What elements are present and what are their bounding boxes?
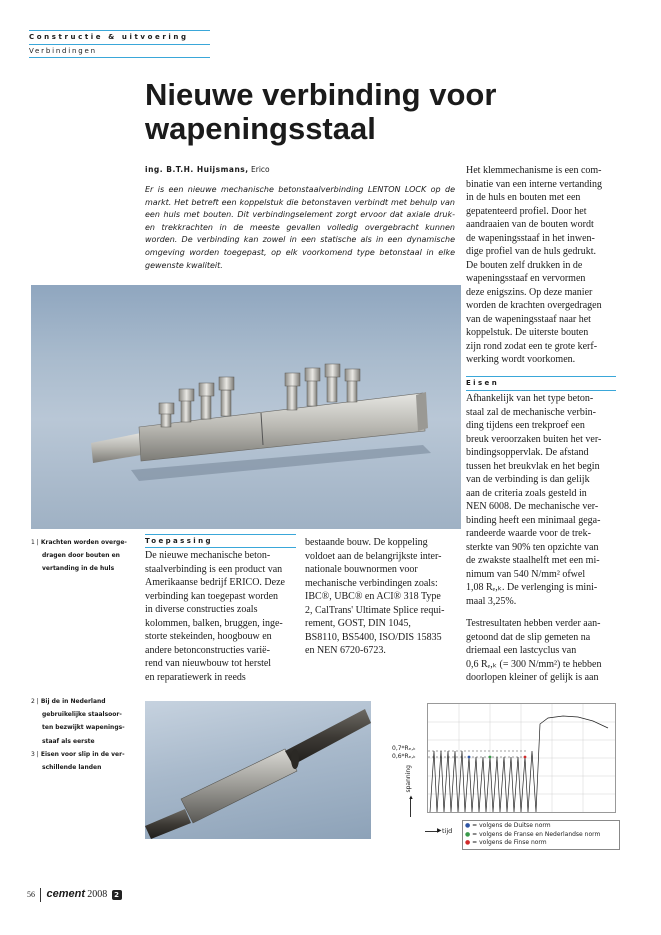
y-arrow-head-icon: ▲ [408, 795, 414, 801]
legend-marker-green-icon: ● [465, 830, 471, 838]
text-line: rement, GOST, DIN 1045, [305, 618, 411, 629]
text-line: in diverse constructies zoals [145, 604, 258, 615]
text-line: de wapeningsstaaf in het inwen- [466, 232, 595, 244]
level-low-label: 0,6*Rₑ,ₖ [392, 753, 416, 760]
text-line: staaf als eerste [42, 737, 95, 745]
text-line: gepatenteerd profiel. Door het [466, 205, 587, 217]
magazine-year: 2008 [87, 889, 108, 901]
text-line: De bouten zelf drukken in de [466, 259, 583, 271]
text-line: Het klemmechanisme is een com- [466, 165, 602, 176]
text-line: 2, CalTrans' Ultimate Splice requi- [305, 604, 445, 616]
text-line: voldoet aan de belangrijkste inter- [305, 550, 442, 562]
text-line: storte stekeinden, hoogbouw en [145, 631, 272, 642]
text-line: Amerikaanse bedrijf ERICO. Deze [145, 577, 285, 588]
text-line: driemaal een lastcyclus van [466, 645, 577, 656]
caption-1 [31, 536, 141, 576]
text-line: in de huls en bouten met een [466, 192, 581, 203]
text-line: = volgens de Franse en Nederlandse norm [472, 830, 601, 838]
slip-chart [427, 703, 616, 813]
legend-item-franse [465, 831, 617, 840]
header-rule-bottom [29, 57, 210, 58]
text-line: randeerde waarde voor de trek- [466, 528, 591, 539]
text-line: maal 3,25%. [466, 595, 517, 607]
text-line: = volgens de Duitse norm [472, 822, 551, 829]
author-name: ing. B.T.H. Huijsmans, [145, 165, 249, 174]
legend-marker-red-icon: ● [465, 839, 471, 847]
text-line: Eisen voor slip in de ver- [40, 751, 125, 758]
text-line: mechanische verbindingen zoals: [305, 577, 438, 589]
text-line: van de verbinding is dan gelijk [466, 474, 590, 485]
text-line: IBC®, UBC® en ACI® 318 Type [305, 591, 441, 602]
text-line: sterkte van 90% ten opzichte van [466, 541, 599, 553]
author-org: Erico [251, 165, 270, 174]
toepassing-rule-bottom [145, 547, 296, 548]
chart-levels [392, 745, 416, 761]
text-line: staal zal de mechanische verbin- [466, 406, 596, 418]
text-line: deze enigszins. Op deze manier [466, 286, 593, 298]
text-line: NEN 6008. De mechanische ver- [466, 501, 599, 512]
text-line: en NEN 6720-6723. [305, 645, 386, 656]
text-line: nimum van 540 N/mm² ofwel [466, 568, 586, 580]
header-rule-mid [29, 44, 210, 45]
text-line: tussen het breukvlak en het begin [466, 460, 600, 472]
subsection-label: Verbindingen [29, 47, 97, 55]
cycle-curve [430, 716, 608, 812]
text-line: Bij de in Nederland [40, 698, 106, 705]
text-line: dragen door bouten en [42, 552, 120, 560]
toepassing-heading: Toepassing [145, 537, 213, 545]
text-line: BS8110, BS5400, ISO/DIS 15835 [305, 631, 442, 643]
chart-grid [428, 704, 615, 812]
text-line: de zwakste staalhelft met een mi- [466, 555, 600, 566]
text-line: = volgens de Finse norm [472, 839, 547, 847]
eisen-rule-bottom [466, 390, 616, 391]
caption-3 [31, 748, 143, 774]
rebar-sleeve-illustration [145, 701, 371, 839]
section-label: Constructie & uitvoering [29, 33, 189, 41]
text-line: staalverbinding is een product van [145, 563, 283, 575]
text-line: andere betonconstructies varië- [145, 644, 270, 656]
text-line: rend van nieuwbouw tot herstel [145, 658, 272, 669]
x-arrow-head-icon: ▶ [437, 828, 442, 834]
text-line: en reparatiewerk in reeds [145, 671, 246, 683]
text-line: werking wordt voorkomen. [466, 354, 576, 365]
text-line: breuk veroorzaken buiten het ver- [466, 433, 602, 445]
magazine-name: cement [46, 888, 86, 901]
text-line: dige profiel van de huls gedrukt. [466, 246, 596, 257]
text-line: verbinding kan toegepast worden [145, 590, 279, 602]
text-line: ten bezwijkt wapenings- [42, 724, 125, 732]
text-line: worden de krachten overgedragen [466, 300, 602, 311]
text-line: Testresultaten hebben verder aan- [466, 618, 601, 629]
text-line: kolommen, balken, bruggen, inge- [145, 617, 283, 629]
text-line: Krachten worden overge- [40, 539, 127, 546]
text-line: gebruikelijke staalsoor- [42, 711, 122, 719]
toepassing-rule-top [145, 534, 296, 535]
text-line: ding tijdens een trekproef een [466, 420, 585, 431]
text-line: 0,6 Rₑ,ₖ (= 300 N/mm²) te hebben [466, 658, 602, 670]
text-line: 1,08 Rₑ,ₖ. De verlenging is mini- [466, 582, 598, 593]
text-line: nationale bouwnormen voor [305, 564, 418, 575]
eisen-heading: Eisen [466, 379, 500, 387]
text-line: binatie van een interne vertanding [466, 178, 603, 190]
coupler-illustration [31, 285, 461, 529]
text-line: vertanding in de huls [42, 565, 115, 573]
eisen-rule-top [466, 376, 616, 377]
caption-1-number: 1 | [31, 539, 39, 546]
chart-xlabel: tijd [442, 827, 453, 835]
text-line: van de wapeningsstaaf naar het [466, 313, 591, 325]
text-line: wapeningsstaaf en vervormen [466, 273, 586, 284]
text-line: getoond dat de slip gemeten na [466, 631, 591, 643]
legend-marker-blue-icon: ● [465, 822, 471, 829]
text-line: bindingsoppervlak. De afstand [466, 447, 589, 458]
text-line: bestaande bouw. De koppeling [305, 537, 428, 548]
legend-item-finse [465, 839, 617, 848]
footer-divider [40, 888, 41, 902]
author-line [145, 165, 270, 174]
right-column-intro [466, 164, 616, 367]
text-line: koppelstuk. De uiterste bouten [466, 327, 589, 338]
page-number: 56 [27, 890, 35, 900]
text-line: De nieuwe mechanische beton- [145, 550, 271, 561]
photo-coupler [31, 285, 461, 529]
article-title: Nieuwe verbinding voor wapeningsstaal [145, 77, 497, 146]
caption-3-number: 3 | [31, 751, 39, 758]
eisen-text [466, 392, 616, 608]
caption-2-number: 2 | [31, 698, 39, 705]
chart-legend [462, 820, 620, 850]
caption-2 [31, 695, 143, 748]
test-results-text [466, 617, 616, 685]
text-line: doorlopen kleiner of gelijk is aan [466, 672, 599, 683]
photo-rebar-sleeve [145, 701, 371, 839]
legend-item-duitse [465, 822, 617, 831]
text-line: schillende landen [42, 764, 102, 772]
text-line: aan de criteria zoals gesteld in [466, 487, 587, 499]
chart-ylabel: spanning [405, 765, 412, 793]
footer [27, 888, 122, 902]
toepassing-col1 [145, 549, 298, 684]
text-line: binding heeft een minimaal gega- [466, 514, 601, 526]
slip-chart-plot [428, 704, 615, 812]
text-line: zijn rond zodat een te grote kerf- [466, 340, 598, 352]
header-rule-top [29, 30, 210, 31]
toepassing-col2 [305, 536, 460, 658]
article-lead: Er is een nieuwe mechanische betonstaalverbinding LENTON LOCK op de markt. Het betreft een koppelstuk die betonstaven verbindt met behulp van een huls met bouten. Dit verbindingselement zorgt ervoor dat axiale druk- en trekkrachten in de meeste gevallen volledig overgebracht kunnen worden. De verbinding kan zowel in een statische als in een dynamische omgeving worden toegepast, op elk voorkomend type betonstaal in elke gewenste kwaliteit. [145, 185, 455, 270]
text-line: Afhankelijk van het type beton- [466, 393, 594, 404]
issue-badge: 2 [112, 890, 122, 900]
level-high-label: 0,7*Rₑ,ₖ [392, 745, 416, 752]
text-line: aandraaien van de bouten wordt [466, 219, 594, 230]
